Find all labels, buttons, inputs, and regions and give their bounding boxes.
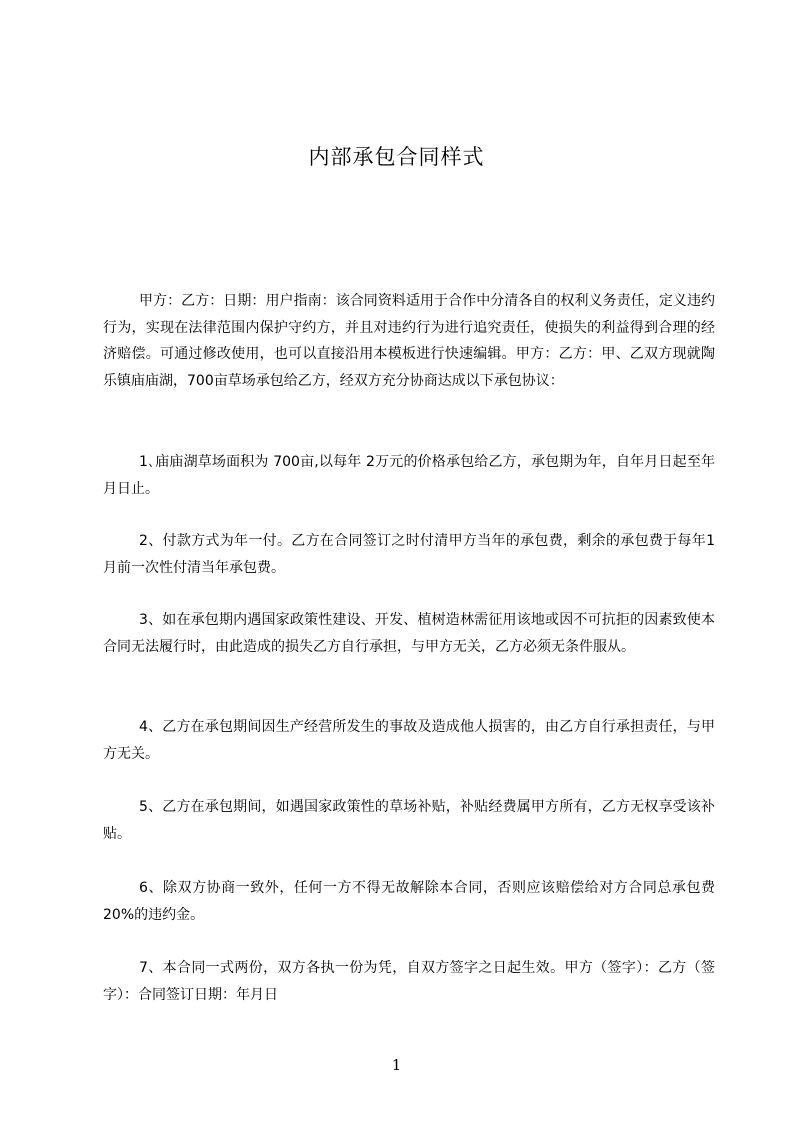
clause-5: 5、乙方在承包期间，如遇国家政策性的草场补贴，补贴经费属甲方所有，乙方无权享受该补贴。 [103,799,715,842]
page-number: 1 [391,1056,402,1074]
intro-paragraph: 甲方：乙方：日期：用户指南：该合同资料适用于合作中分清各自的权利义务责任，定义违约行为，实现在法律范围内保护守约方，并且对违约行为进行追究责任，使损失的利益得到合理的经济赔偿。可通过修改使用，也可以直接沿用本模板进行快速编辑。甲方：乙方：甲、乙双方现就陶乐镇庙庙湖，700亩草场承包给乙方，经双方充分协商达成以下承包协议： [103,293,715,389]
clause-6: 6、除双方协商一致外，任何一方不得无故解除本合同，否则应该赔偿给对方合同总承包费20%的违约金。 [103,880,715,923]
clause-4: 4、乙方在承包期间因生产经营所发生的事故及造成他人损害的，由乙方自行承担责任，与甲方无关。 [103,719,715,762]
clause-1: 1､庙庙湖草场面积为 700亩,以每年 2万元的价格承包给乙方，承包期为年，自年月日起至年月日止。 [103,454,715,497]
clause-3: 3、如在承包期内遇国家政策性建设、开发、植树造林需征用该地或因不可抗拒的因素致使本合同无法履行时，由此造成的损失乙方自行承担，与甲方无关，乙方必须无条件服从。 [103,612,715,655]
document-title: 内部承包合同样式 [308,145,485,169]
clause-7: 7、本合同一式两份，双方各执一份为凭，自双方签字之日起生效。甲方（签字）：乙方（签字）：合同签订日期：年月日 [103,960,715,1003]
clause-2: 2、付款方式为年一付。乙方在合同签订之时付清甲方当年的承包费，剩余的承包费于每年1月前一次性付清当年承包费。 [103,533,715,576]
